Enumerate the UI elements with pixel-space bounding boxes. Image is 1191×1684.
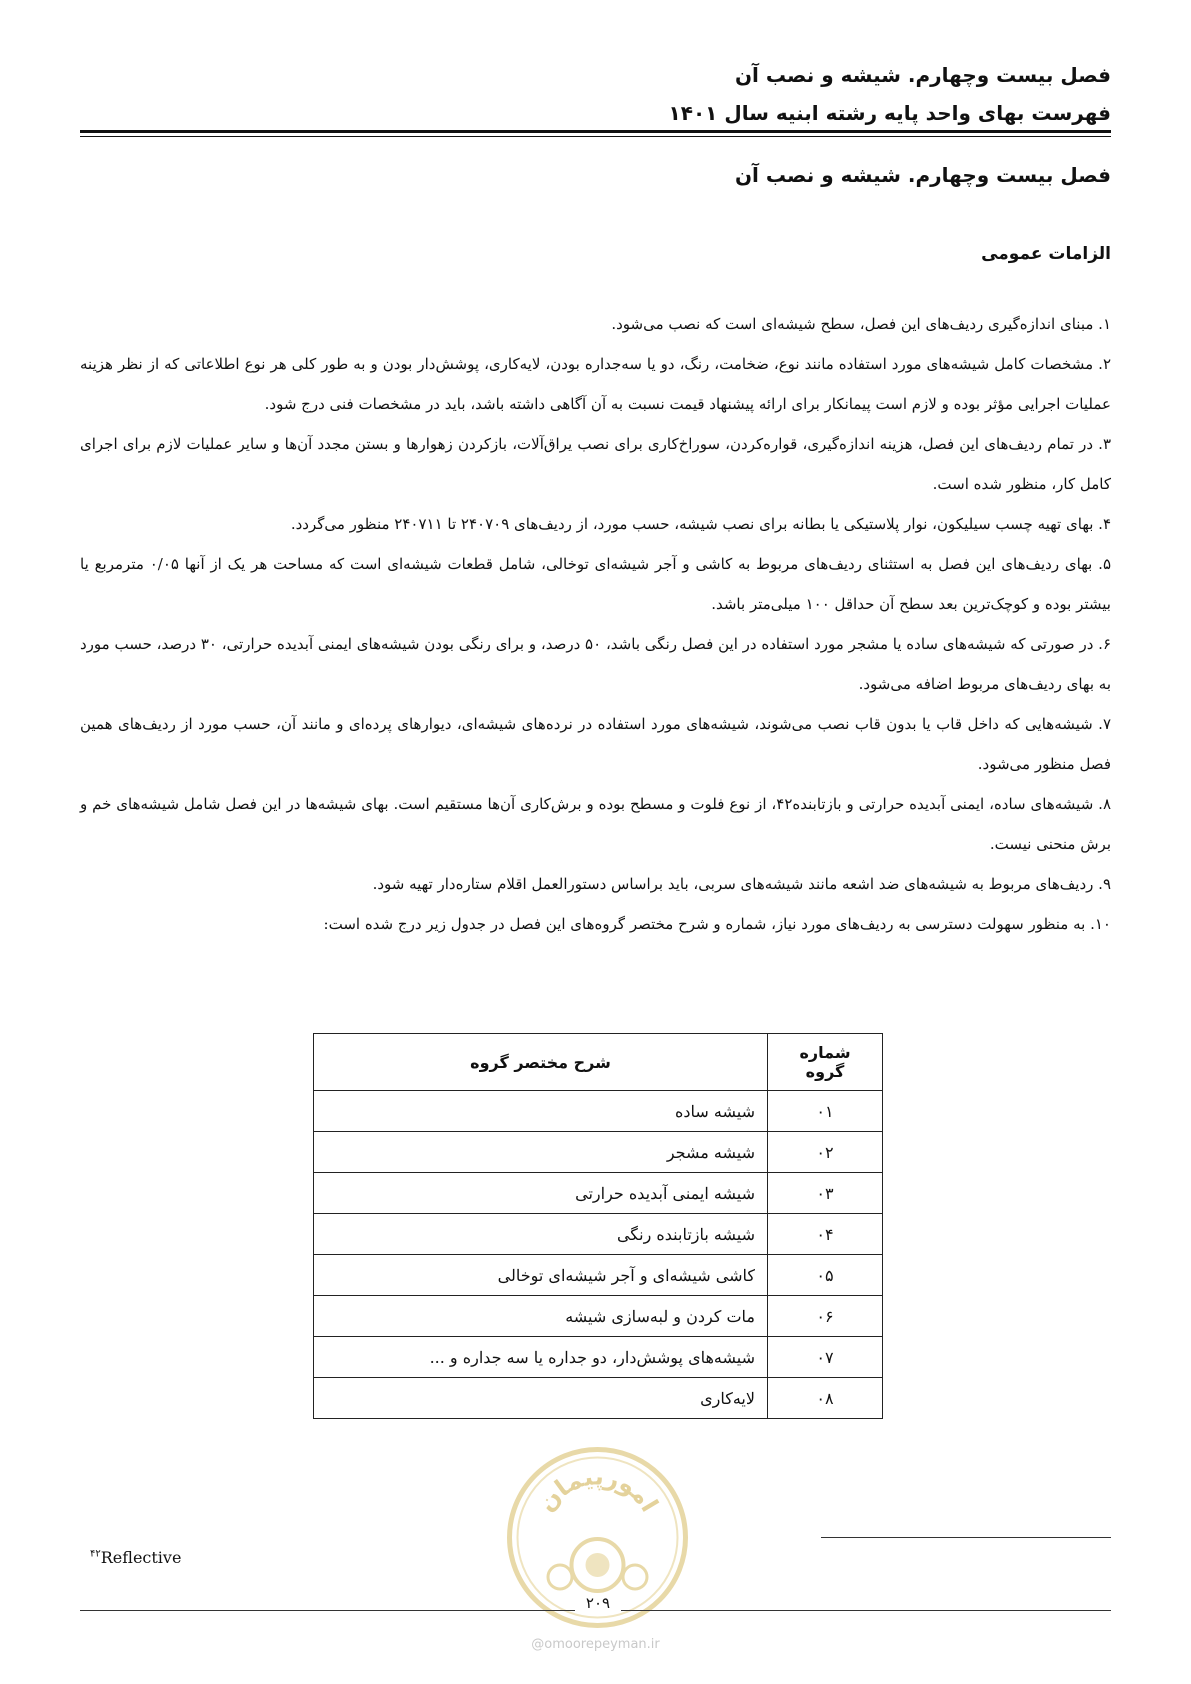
chapter-title: فصل بیست وچهارم. شیشه و نصب آن <box>734 163 1111 187</box>
list-item: ۹. ردیف‌های مربوط به شیشه‌های ضد اشعه مانند شیشه‌های سربی، باید براساس دستورالعمل اقلام ستاره‌دار تهیه شود. <box>372 875 1111 893</box>
footnote-rule <box>821 1537 1111 1538</box>
list-item: ۱. مبنای اندازه‌گیری ردیف‌های این فصل، سطح شیشه‌ای است که نصب می‌شود. <box>611 315 1111 333</box>
list-item: ۳. در تمام ردیف‌های این فصل، هزینه اندازه‌گیری، قواره‌کردن، سوراخ‌کاری برای نصب یراق‌آلات، بازکردن زهوارها و بستن مجدد آن‌ها و سایر عملیات لازم برای اجرای کامل کار، منظور شده است. <box>80 435 1111 493</box>
list-item: ۲. مشخصات کامل شیشه‌های مورد استفاده مانند نوع، ضخامت، رنگ، دو یا سه‌جداره بودن، لایه‌کاری، پوشش‌دار بودن و به طور کلی هر نوع اطلاعاتی که از نظر هزینه عملیات اجرایی مؤثر بوده و لازم است پیمانکار برای ارائه پیشنهاد قیمت نسبت به آن آگاهی داشته باشد، باید در مشخصات فنی درج شود. <box>80 355 1111 413</box>
group-description-cell: مات کردن و لبه‌سازی شیشه <box>314 1296 768 1337</box>
footnote-marker: ۴۲ <box>90 1548 101 1560</box>
list-item: ۴. بهای تهیه چسب سیلیکون، نوار پلاستیکی یا بطانه برای نصب شیشه، حسب مورد، از ردیف‌های ۲۴۰۷۰۹ تا ۲۴۰۷۱۱ منظور می‌گردد. <box>290 515 1111 533</box>
watermark: @omoorepeyman.ir <box>531 1637 660 1652</box>
table-row <box>314 1173 883 1214</box>
list-item: ۶. در صورتی که شیشه‌های ساده یا مشجر مورد استفاده در این فصل رنگی باشد، ۵۰ درصد، و برای رنگی بودن شیشه‌های ایمنی آبدیده حرارتی، ۳۰ درصد، حسب مورد به بهای ردیف‌های مربوط اضافه می‌شود. <box>80 635 1111 693</box>
header-group-number: شماره گروه <box>768 1034 883 1091</box>
group-number-cell: ۰۱ <box>768 1091 883 1132</box>
group-description-cell: شیشه ساده <box>314 1091 768 1132</box>
groups-table <box>313 1033 883 1419</box>
header-group-description: شرح مختصر گروه <box>314 1034 768 1091</box>
table-row <box>314 1132 883 1173</box>
table-row <box>314 1296 883 1337</box>
seal-lettering: امورپیمان <box>532 1462 664 1517</box>
section-title: الزامات عمومی <box>981 244 1111 264</box>
group-number-cell: ۰۳ <box>768 1173 883 1214</box>
group-description-cell: کاشی شیشه‌ای و آجر شیشه‌ای توخالی <box>314 1255 768 1296</box>
group-number-cell: ۰۸ <box>768 1378 883 1419</box>
table-row <box>314 1378 883 1419</box>
list-item: ۸. شیشه‌های ساده، ایمنی آبدیده حرارتی و بازتابنده۴۲، از نوع فلوت و مسطح بوده و برش‌کاری آن‌ها مستقیم است. بهای شیشه‌ها در این فصل شامل شیشه‌های خم و برش منحنی نیست. <box>80 795 1111 853</box>
group-number-cell: ۰۶ <box>768 1296 883 1337</box>
group-description-cell: شیشه‌های پوشش‌دار، دو جداره یا سه جداره و ... <box>314 1337 768 1378</box>
group-description-cell: شیشه بازتابنده رنگی <box>314 1214 768 1255</box>
header-book-title: فهرست بهای واحد پایه رشته ابنیه سال ۱۴۰۱ <box>668 101 1111 125</box>
group-number-cell: ۰۷ <box>768 1337 883 1378</box>
table-row <box>314 1337 883 1378</box>
list-item: ۵. بهای ردیف‌های این فصل به استثنای ردیف‌های مربوط به کاشی و آجر شیشه‌ای توخالی، شامل قطعات شیشه‌ای است که مساحت هر یک از آنها ۰/۰۵ مترمربع یا بیشتر بوده و کوچک‌ترین بعد سطح آن حداقل ۱۰۰ میلی‌متر باشد. <box>80 555 1111 613</box>
page-header <box>80 56 1111 132</box>
requirements-list <box>80 304 1111 944</box>
list-item: ۱۰. به منظور سهولت دسترسی به ردیف‌های مورد نیاز، شماره و شرح مختصر گروه‌های این فصل در جدول زیر درج شده است: <box>323 915 1111 933</box>
header-chapter-title: فصل بیست وچهارم. شیشه و نصب آن <box>734 63 1111 87</box>
header-rule-thin <box>80 136 1111 137</box>
footnote <box>90 1548 181 1567</box>
header-rule-thick <box>80 130 1111 133</box>
table-row <box>314 1091 883 1132</box>
group-number-cell: ۰۲ <box>768 1132 883 1173</box>
table-row <box>314 1214 883 1255</box>
table-header-row <box>314 1034 883 1091</box>
page-number: ۲۰۹ <box>575 1594 621 1612</box>
footnote-text: Reflective <box>100 1548 182 1567</box>
list-item: ۷. شیشه‌هایی که داخل قاب یا بدون قاب نصب می‌شوند، شیشه‌های مورد استفاده در نرده‌های شیشه‌ای، دیوارهای پرده‌ای و مانند آن، حسب مورد از ردیف‌های همین فصل منظور می‌شود. <box>80 715 1111 773</box>
table-row <box>314 1255 883 1296</box>
group-description-cell: شیشه مشجر <box>314 1132 768 1173</box>
group-description-cell: شیشه ایمنی آبدیده حرارتی <box>314 1173 768 1214</box>
group-number-cell: ۰۵ <box>768 1255 883 1296</box>
group-number-cell: ۰۴ <box>768 1214 883 1255</box>
group-description-cell: لایه‌کاری <box>314 1378 768 1419</box>
